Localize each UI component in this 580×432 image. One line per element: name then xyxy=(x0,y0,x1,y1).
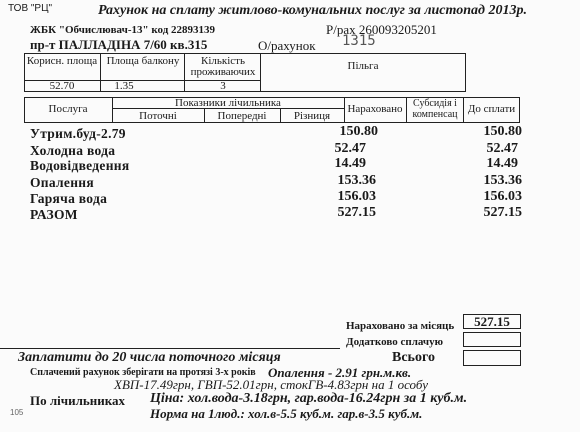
account-number: 260093205201 xyxy=(358,22,437,37)
org-name: ТОВ "РЦ" xyxy=(8,3,53,14)
service-row-to-pay: 156.03 xyxy=(483,189,522,204)
bank-name: ЖБК "Обчислювач-13" код 22893139 xyxy=(30,24,216,36)
extra-pay-field[interactable] xyxy=(463,332,521,347)
by-meters-label: По лічильниках xyxy=(30,393,126,408)
total-row-to-pay: 527.15 xyxy=(483,205,522,220)
norm-line: Норма на 1люд.: хол.в-5.5 куб.м. гар.в-3.5 куб.м. xyxy=(150,406,423,421)
header-residents: Кількість проживаючих xyxy=(190,55,256,78)
extra-pay-label: Додатково сплачую xyxy=(346,336,444,348)
service-row-to-pay: 150.80 xyxy=(483,124,522,139)
total-row-name: РАЗОМ xyxy=(30,207,78,222)
value-useful-area: 52.70 xyxy=(49,80,75,92)
service-row-name: Холодна вода xyxy=(30,143,116,158)
service-row-charged: 153.36 xyxy=(337,173,376,188)
service-row-name: Утрим.буд-2.79 xyxy=(30,126,126,141)
col-current: Поточні xyxy=(139,110,177,122)
header-balcony-area: Площа балкону xyxy=(106,55,180,67)
page-number: 105 xyxy=(10,408,24,417)
col-subsidy: Субсидія і компенсац xyxy=(412,98,458,120)
service-row-charged: 156.03 xyxy=(337,189,376,204)
total-row-charged: 527.15 xyxy=(337,205,376,220)
rates-line: ХВП-17.49грн, ГВП-52.01грн, стокГВ-4.83грн на 1 особу xyxy=(114,377,428,392)
price-line: Ціна: хол.вода-3.18грн, гар.вода-16.24грн за 1 куб.м. xyxy=(150,391,468,406)
service-row-charged: 52.47 xyxy=(334,141,366,156)
total-label: Всього xyxy=(392,350,435,365)
col-meter: Показники лічильника xyxy=(175,97,281,109)
account-label: Р/рах xyxy=(326,22,356,37)
personal-account-label: О/рахунок xyxy=(258,38,316,53)
invoice-title: Рахунок на сплату житлово-комунальних послуг за листопад 2013р. xyxy=(98,3,527,18)
pay-until-note: Заплатити до 20 числа поточного місяця xyxy=(18,350,281,365)
col-service: Послуга xyxy=(48,103,88,115)
value-balcony-area: 1.35 xyxy=(114,80,134,92)
service-row-name: Водовідведення xyxy=(30,158,130,173)
service-row-to-pay: 153.36 xyxy=(483,173,522,188)
col-charged: Нараховано xyxy=(347,103,403,115)
charged-month-value: 527.15 xyxy=(474,314,510,329)
col-to-pay: До сплати xyxy=(467,103,516,115)
keep-receipt-note: Сплачений рахунок зберігати на протязі 3-х років xyxy=(30,367,256,378)
service-row-charged: 14.49 xyxy=(334,156,366,171)
charged-month-label: Нараховано за місяць xyxy=(346,320,455,332)
value-residents: 3 xyxy=(220,80,226,92)
service-row-name: Гаряча вода xyxy=(30,191,108,206)
service-row-to-pay: 52.47 xyxy=(486,141,518,156)
col-difference: Різниця xyxy=(293,110,331,122)
header-useful-area: Корисн. площа xyxy=(26,55,98,67)
total-field[interactable] xyxy=(463,350,521,366)
service-row-charged: 150.80 xyxy=(339,124,378,139)
col-previous: Попередні xyxy=(217,110,267,122)
header-benefit: Пільга xyxy=(347,60,379,72)
personal-account-value: 1315 xyxy=(342,33,376,49)
address: пр-т ПАЛЛАДІНА 7/60 кв.315 xyxy=(30,37,208,52)
service-row-name: Опалення xyxy=(30,175,94,190)
service-row-to-pay: 14.49 xyxy=(486,156,518,171)
heating-rate: Опалення - 2.91 грн.м.кв. xyxy=(268,365,412,380)
